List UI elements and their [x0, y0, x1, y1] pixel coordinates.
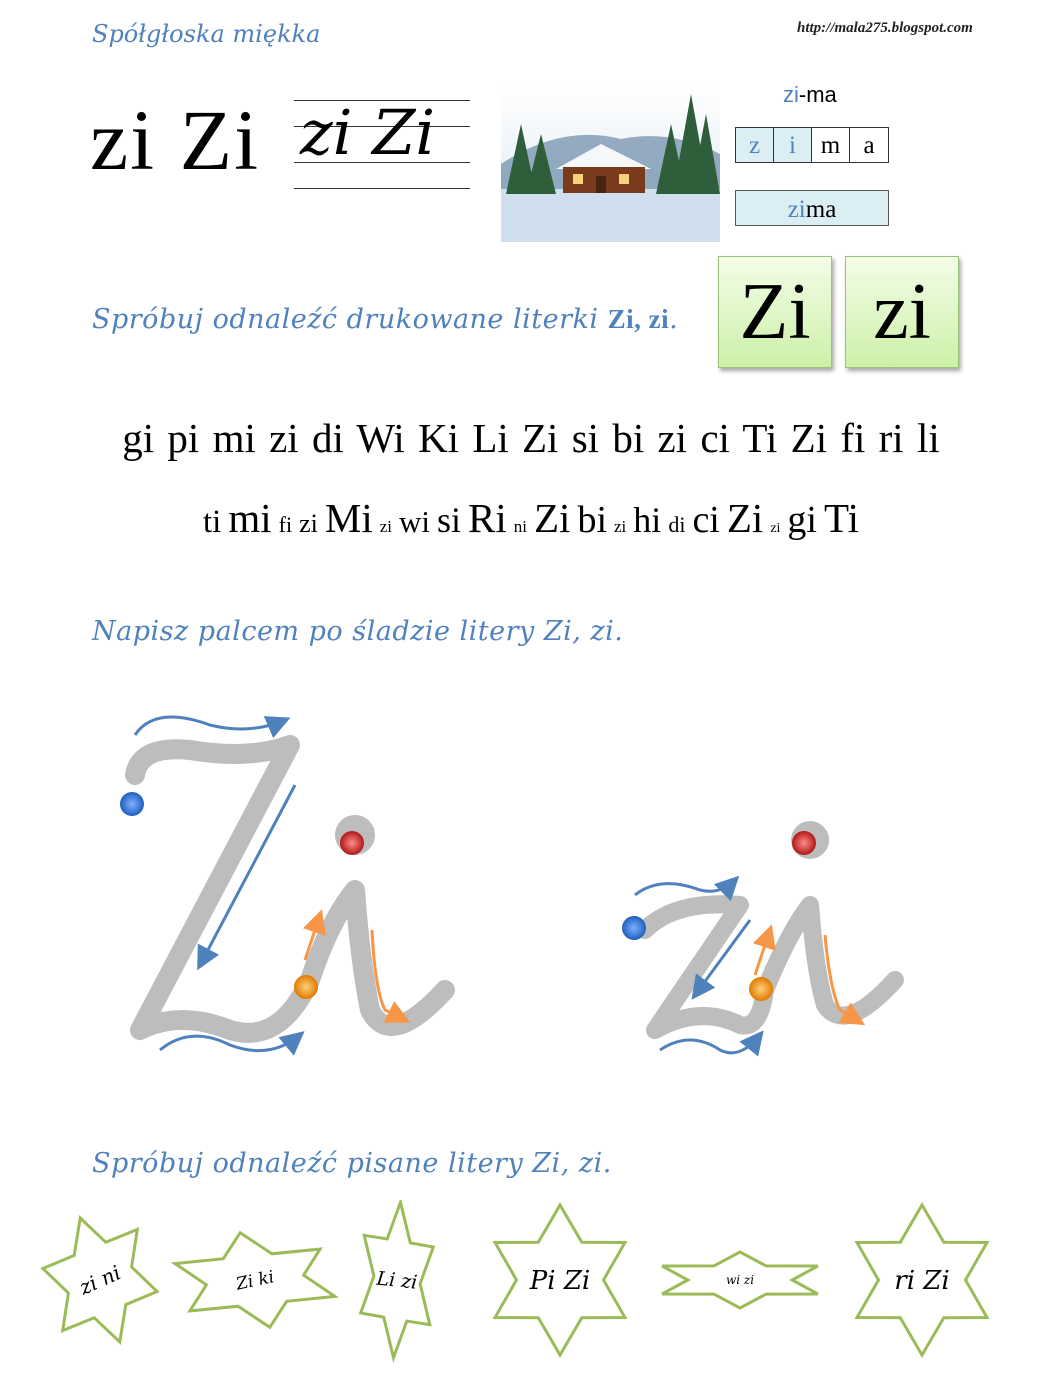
task-trace: Napisz palcem po śladzie litery Zi, zi.: [92, 616, 624, 647]
syllable[interactable]: zi: [269, 415, 299, 461]
cursive-letters: zi Zi: [300, 96, 436, 169]
syllable[interactable]: ti: [203, 504, 222, 540]
syllable[interactable]: li: [916, 415, 940, 461]
letter-cell: a: [850, 128, 888, 162]
star-shape[interactable]: [175, 1233, 335, 1328]
star-label: zi ni: [75, 1260, 125, 1300]
syllable[interactable]: ni: [513, 517, 528, 536]
winter-house-icon: [501, 84, 720, 242]
syllable[interactable]: si: [571, 415, 600, 461]
tracing-letters: [100, 690, 980, 1090]
syllable[interactable]: fi: [840, 415, 866, 461]
syllable[interactable]: Ri: [468, 495, 507, 541]
syllable[interactable]: mi: [228, 495, 272, 541]
star-shape[interactable]: [495, 1205, 625, 1355]
letter-cells: [735, 127, 889, 163]
printed-letters: zi Zi: [90, 92, 260, 188]
task-find-written: Spróbuj odnaleźć pisane litery Zi, zi.: [92, 1148, 612, 1179]
syllable[interactable]: Zi: [522, 415, 559, 461]
syllable[interactable]: ci: [700, 415, 730, 461]
syllable[interactable]: Wi: [356, 415, 405, 461]
star-shape[interactable]: [43, 1218, 157, 1342]
syllable[interactable]: Ti: [742, 415, 778, 461]
syllable[interactable]: fi: [278, 512, 293, 537]
syllable[interactable]: mi: [212, 415, 256, 461]
syllable-row-2: [0, 494, 1062, 542]
star-shape[interactable]: [857, 1205, 987, 1355]
syllable[interactable]: ci: [692, 499, 720, 541]
syllable[interactable]: wi: [399, 504, 431, 539]
source-url[interactable]: http://mala275.blogspot.com: [797, 20, 973, 36]
syllable[interactable]: Zi: [726, 495, 764, 541]
syllable[interactable]: gi: [122, 415, 155, 461]
page-subtitle: Spółgłoska miękka: [92, 20, 321, 48]
syllable[interactable]: Mi: [324, 495, 373, 541]
syllable-row-1: [0, 414, 1062, 462]
star-shape[interactable]: [361, 1202, 434, 1357]
star-label: wi zi: [725, 1273, 755, 1288]
letter-card-lower[interactable]: zi: [845, 256, 959, 368]
syllable[interactable]: Li: [472, 415, 509, 461]
syllable[interactable]: zi: [770, 521, 781, 536]
syllable[interactable]: di: [311, 415, 344, 461]
syllable[interactable]: hi: [633, 500, 662, 540]
syllable[interactable]: gi: [787, 499, 817, 541]
letter-cell: m: [812, 128, 850, 162]
syllable[interactable]: si: [437, 500, 462, 540]
star-shape[interactable]: [662, 1252, 818, 1308]
star-label: Pi Zi: [529, 1266, 591, 1297]
syllable[interactable]: pi: [167, 415, 200, 461]
star-label: ri Zi: [894, 1266, 950, 1297]
letter-cell: z: [736, 128, 774, 162]
syllable-label: zi-ma: [783, 82, 837, 107]
syllable[interactable]: zi: [614, 517, 627, 536]
syllable[interactable]: Ki: [418, 415, 460, 461]
star-label: Li zi: [375, 1267, 419, 1294]
syllable[interactable]: Zi: [790, 415, 828, 461]
syllable[interactable]: Ti: [823, 495, 859, 541]
word-box: zima: [735, 190, 889, 226]
syllable[interactable]: di: [668, 512, 686, 537]
syllable[interactable]: zi: [657, 415, 688, 461]
syllable[interactable]: Zi: [534, 495, 571, 541]
star-label: Zi ki: [234, 1267, 277, 1295]
syllable[interactable]: zi: [379, 517, 393, 536]
task-find-printed: Spróbuj odnaleźć drukowane literki Zi, zi.: [92, 304, 679, 335]
syllable[interactable]: bi: [612, 415, 645, 461]
syllable[interactable]: ri: [878, 415, 904, 461]
syllable[interactable]: bi: [577, 499, 608, 541]
syllable[interactable]: zi: [299, 509, 318, 538]
star-shapes: [30, 1200, 1030, 1380]
letter-card-upper[interactable]: Zi: [718, 256, 832, 368]
letter-cell: i: [774, 128, 812, 162]
